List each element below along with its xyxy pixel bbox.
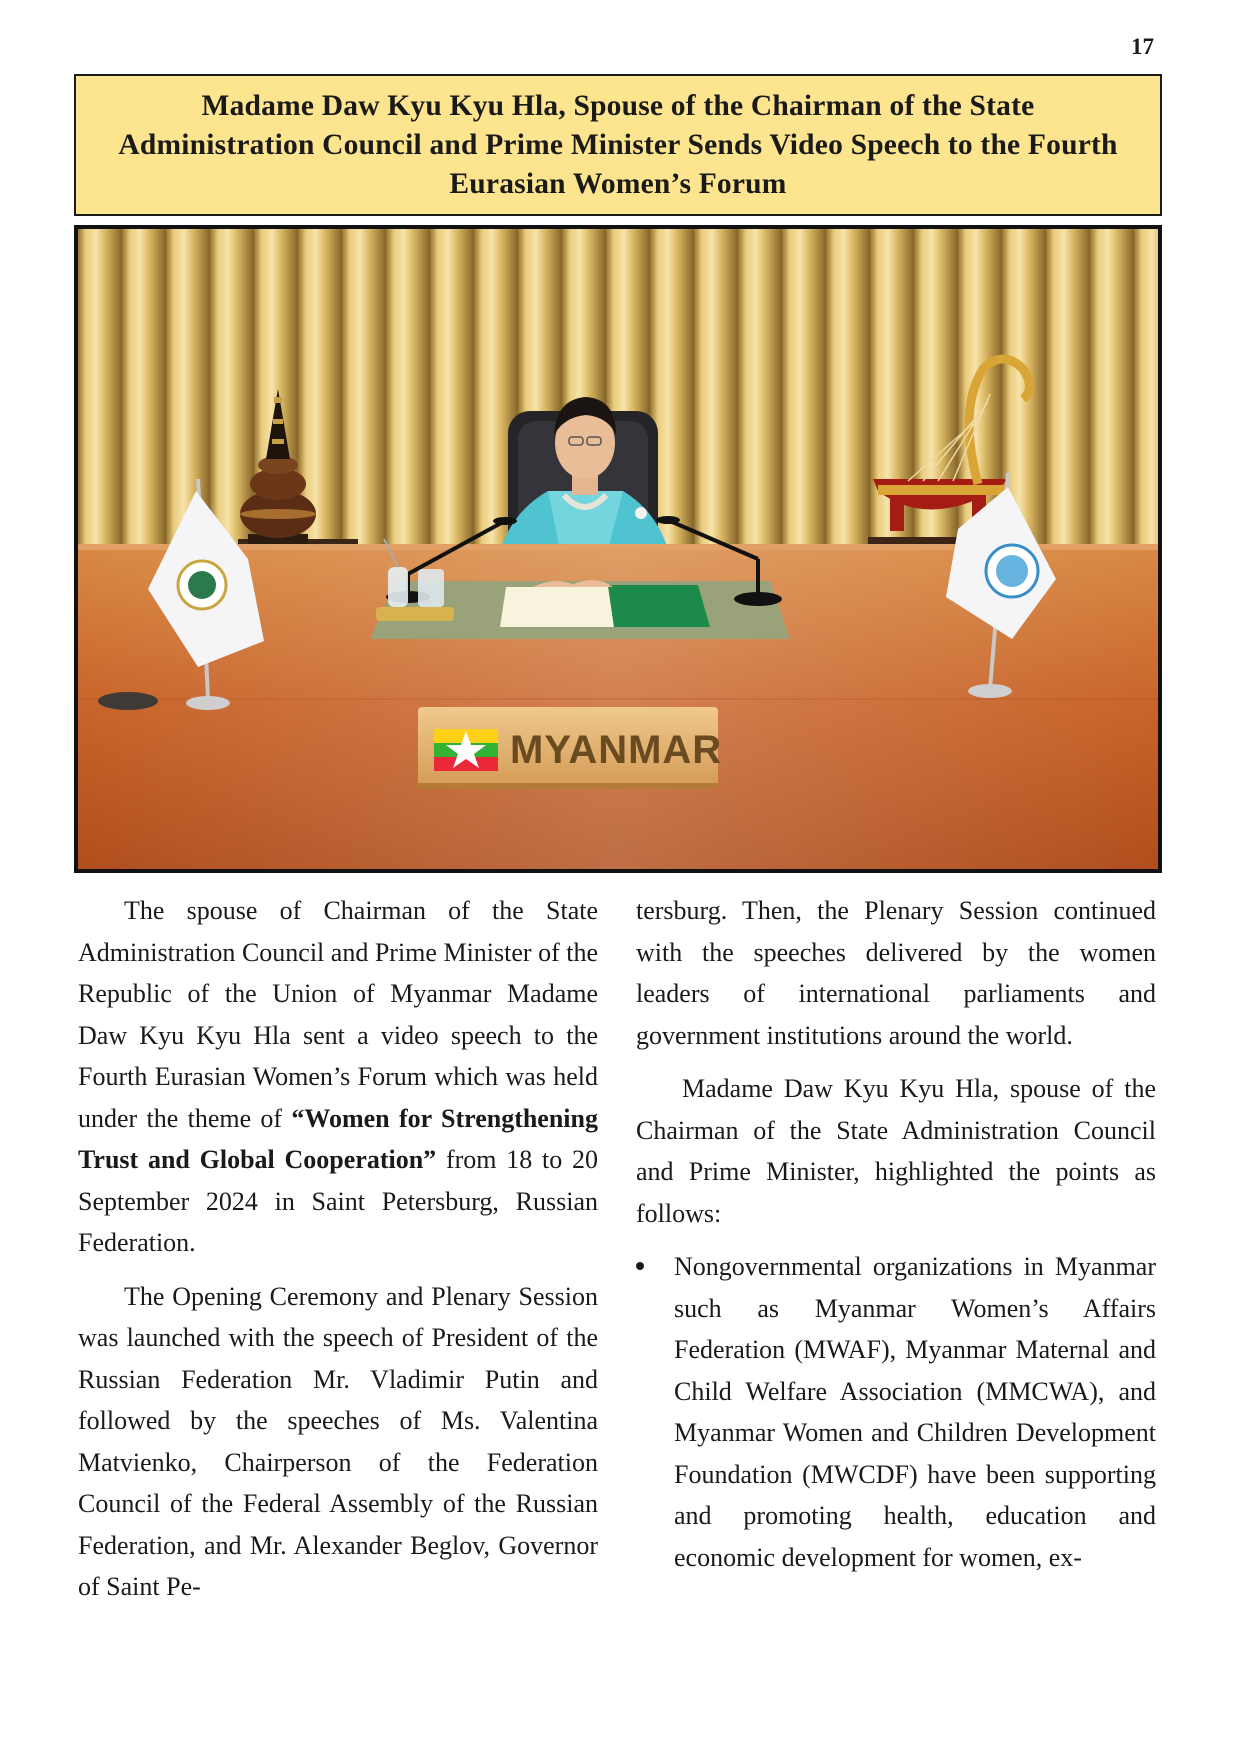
left-column [78,890,598,1608]
paragraph-1-text: The spouse of Chairman of the State Administration Council and Prime Minister of the Republic of the Union of Myanmar Madame Daw Kyu Kyu Hla sent a video speech to the Fourth Eurasian Women’s Forum which was held under the theme of [78,896,598,1133]
article-title-box [74,74,1162,216]
list-item [636,1246,1156,1578]
myanmar-flag-icon [434,729,498,771]
photo-illustration [78,229,1158,869]
paragraph-2: The Opening Ceremony and Plenary Session was launched with the speech of President of the Russian Federation Mr. Vladimir Putin and followed by the speeches of Ms. Valentina Matvienko, Chairperson of the Federation Council of the Federal Assembly of the Russian Federation, and Mr. Alexander Beglov, Governor of Saint Pe- [78,1281,598,1601]
paragraph-3: Madame Daw Kyu Kyu Hla, spouse of the Chairman of the State Administration Council and Prime Minister, highlighted the points as follows: [636,1074,1156,1228]
paragraph-1 [78,890,598,1264]
list-item-text: Nongovernmental organizations in Myanmar such as Myanmar Women’s Affairs Federation (MWAF), Myanmar Maternal and Child Welfare Association (MMCWA), and Myanmar Women and Children Development Foundation (MWCDF) have been supporting and promoting health, education and economic development for women, ex- [674,1252,1156,1572]
paragraph-2-continued: tersburg. Then, the Plenary Session continued with the speeches delivered by the women leaders of international parliaments and government institutions around the world. [636,896,1156,1050]
bullet-icon [636,1262,644,1270]
right-column [636,890,1156,1578]
page-number: 17 [1131,34,1154,59]
paragraph-1-tail: from 18 to 20 September 2024 in Saint Petersburg, Russian Federation. [78,1145,598,1257]
article-title: Madame Daw Kyu Kyu Hla, Spouse of the Chairman of the State Administration Council and Prime Minister Sends Video Speech to the Fourth Eurasian Women’s Forum [118,89,1118,200]
nameplate-text: MYANMAR [510,728,723,772]
highlight-points [636,1246,1156,1578]
country-nameplate [418,707,722,789]
article-photo [74,225,1162,873]
forum-theme: “Women for Strengthening Trust and Global Cooperation” [78,1103,598,1174]
